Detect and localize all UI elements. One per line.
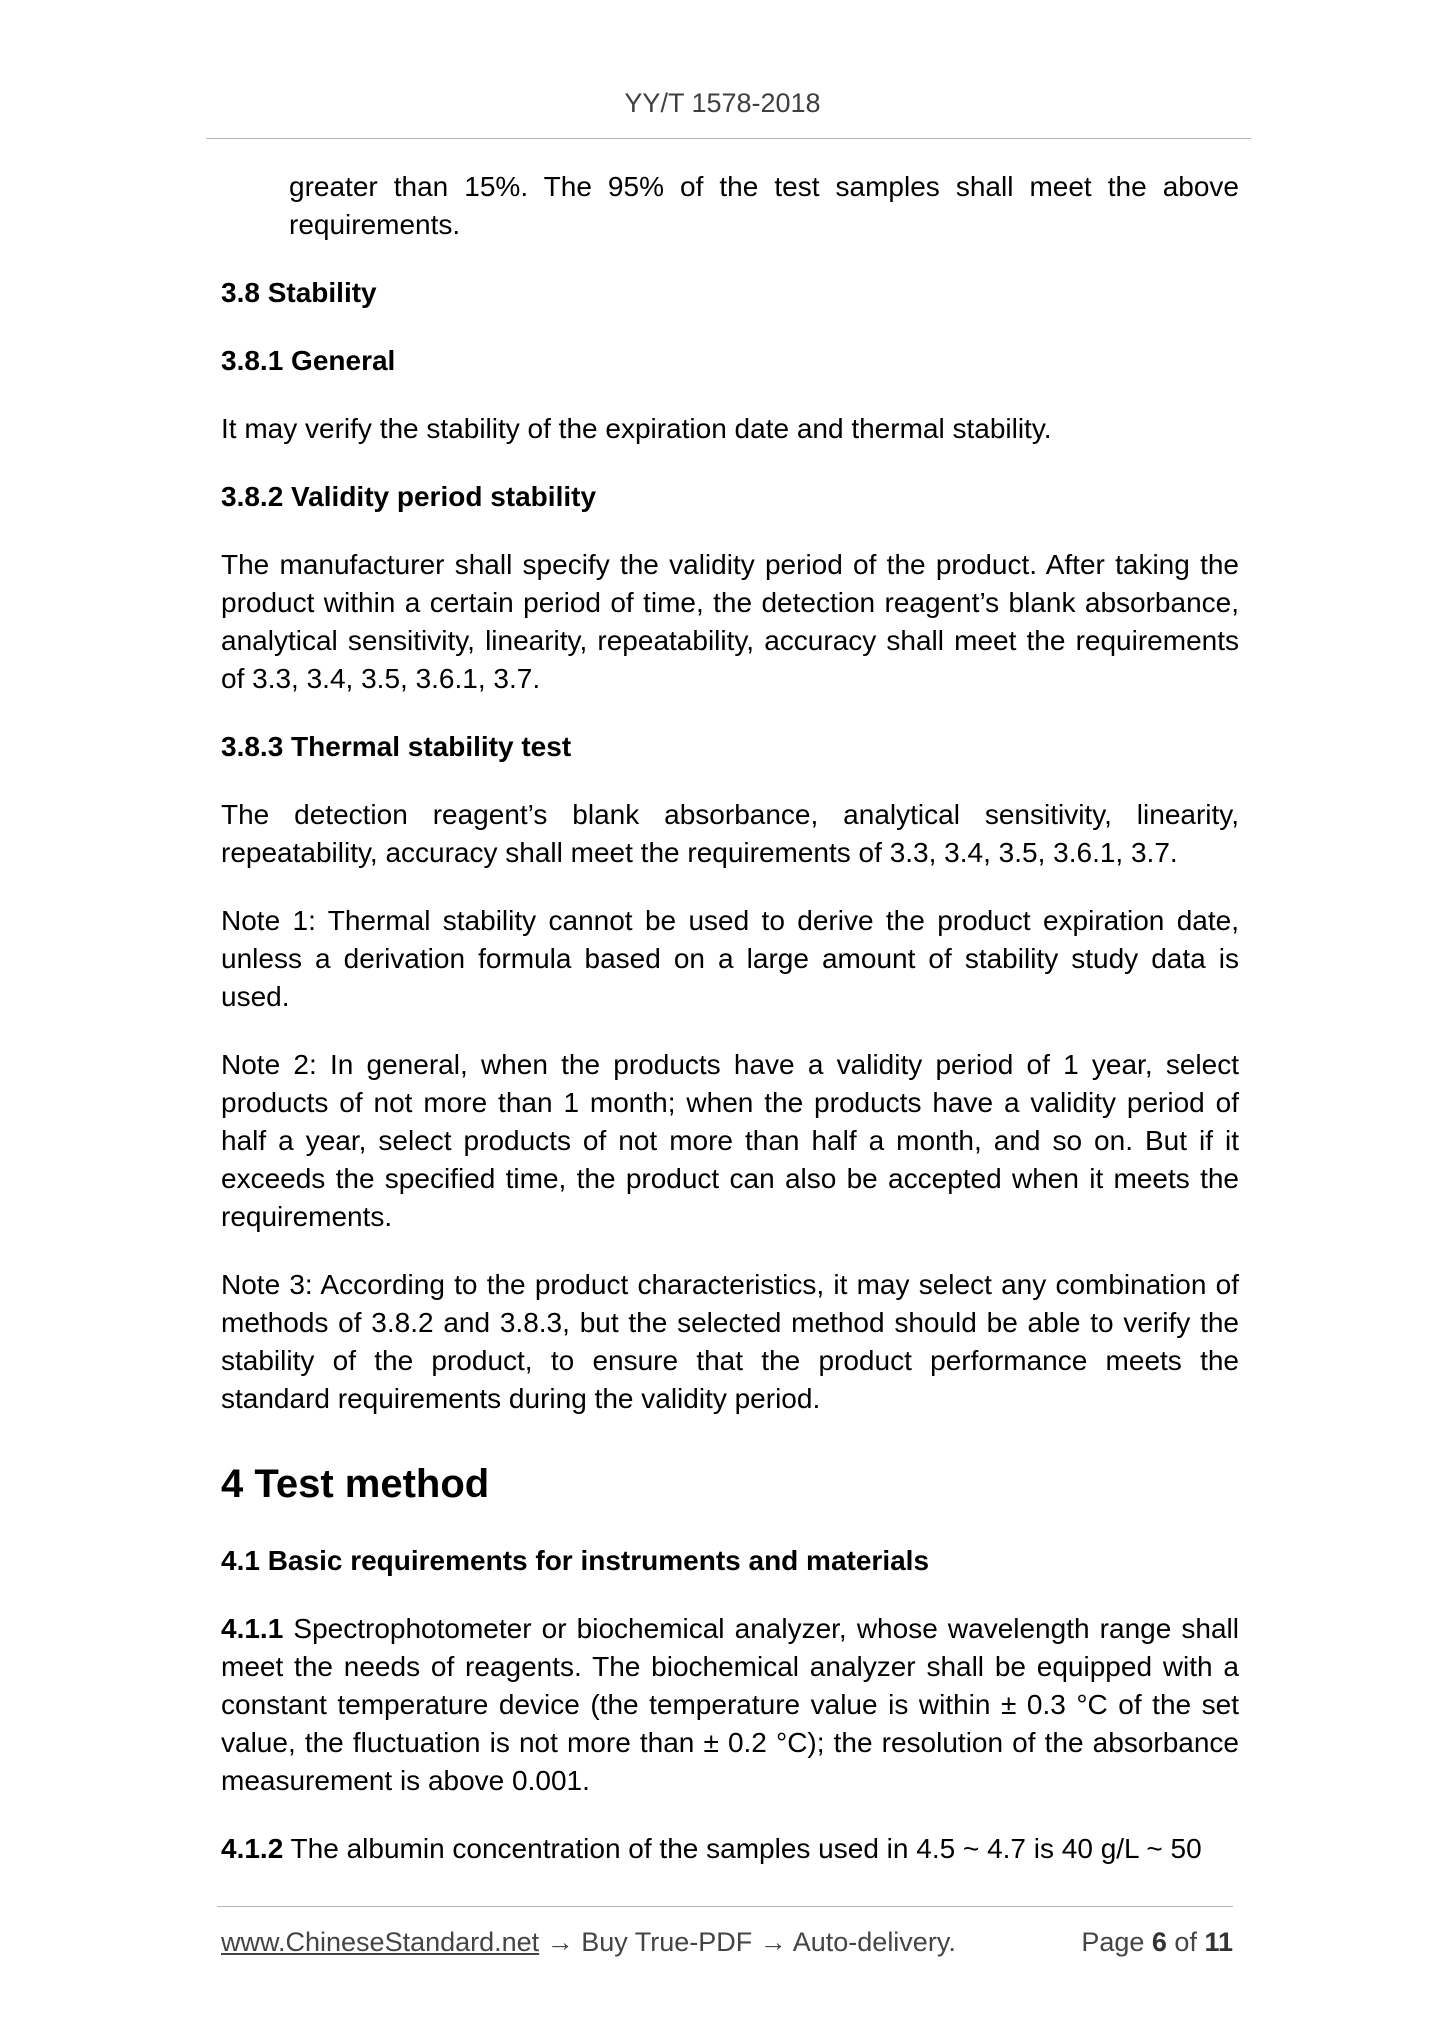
clause-4-1-2-number: 4.1.2 <box>221 1833 284 1864</box>
note-2: Note 2: In general, when the products have a validity period of 1 year, select products of not more than 1 month; when the products have a validity period of half a year, select products of not more than half a month, and so on. But if it exceeds the specified time, the product can also be accepted when it meets the requirements. <box>221 1049 1239 1232</box>
page-word: Page <box>1081 1927 1152 1957</box>
page-body <box>221 168 1239 1868</box>
section-4-heading: 4 Test method <box>221 1462 490 1506</box>
website-link[interactable]: www.ChineseStandard.net <box>221 1927 540 1957</box>
clause-4-1-2-text: The albumin concentration of the samples used in 4.5 ~ 4.7 is 40 g/L ~ 50 <box>283 1833 1202 1864</box>
footer-divider <box>217 1906 1233 1907</box>
of-word: of <box>1166 1927 1205 1957</box>
header-divider <box>206 138 1251 139</box>
section-3-8-3-paragraph: The detection reagent’s blank absorbance, analytical sensitivity, linearity, repeatability, accuracy shall meet the requirements of 3.3, 3.4, 3.5, 3.6.1, 3.7. <box>221 799 1239 868</box>
section-3-8-3-heading: 3.8.3 Thermal stability test <box>221 731 572 762</box>
section-3-8-1-heading: 3.8.1 General <box>221 345 396 376</box>
clause-4-1-1-number: 4.1.1 <box>221 1613 284 1644</box>
section-3-8-2-paragraph: The manufacturer shall specify the validity period of the product. After taking the product within a certain period of time, the detection reagent’s blank absorbance, analytical sensitivity, linearity, repeatability, accuracy shall meet the requirements of 3.3, 3.4, 3.5, 3.6.1, 3.7. <box>221 549 1239 694</box>
footer-promo <box>221 1927 956 1958</box>
total-page-number: 11 <box>1204 1927 1233 1957</box>
note-3: Note 3: According to the product characteristics, it may select any combination of methods of 3.8.2 and 3.8.3, but the selected method should be able to verify the stability of the product, to ensure that the product performance meets the standard requirements during the validity period. <box>221 1269 1239 1414</box>
note-1: Note 1: Thermal stability cannot be used to derive the product expiration date, unless a derivation formula based on a large amount of stability study data is used. <box>221 905 1239 1012</box>
section-4-1-heading: 4.1 Basic requirements for instruments and materials <box>221 1545 930 1576</box>
current-page-number: 6 <box>1151 1927 1167 1957</box>
section-3-8-2-heading: 3.8.2 Validity period stability <box>221 481 597 512</box>
section-3-8-1-paragraph: It may verify the stability of the expiration date and thermal stability. <box>221 413 1052 444</box>
section-3-8-heading: 3.8 Stability <box>221 277 377 308</box>
clause-4-1-1 <box>221 1610 1239 1800</box>
continuation-paragraph: greater than 15%. The 95% of the test samples shall meet the above requirements. <box>289 171 1239 240</box>
clause-4-1-1-text: Spectrophotometer or biochemical analyzer, whose wavelength range shall meet the needs of reagents. The biochemical analyzer shall be equipped with a constant temperature device (the temperature value is within ± 0.3 °C of the set value, the fluctuation is not more than ± 0.2 °C); the resolution of the absorbance measurement is above 0.001. <box>221 1613 1239 1796</box>
footer-promo-text: → Buy True-PDF → Auto-delivery. <box>539 1927 956 1957</box>
document-code-header: YY/T 1578-2018 <box>624 88 821 118</box>
clause-4-1-2 <box>221 1830 1239 1868</box>
page-indicator <box>1081 1927 1233 1958</box>
